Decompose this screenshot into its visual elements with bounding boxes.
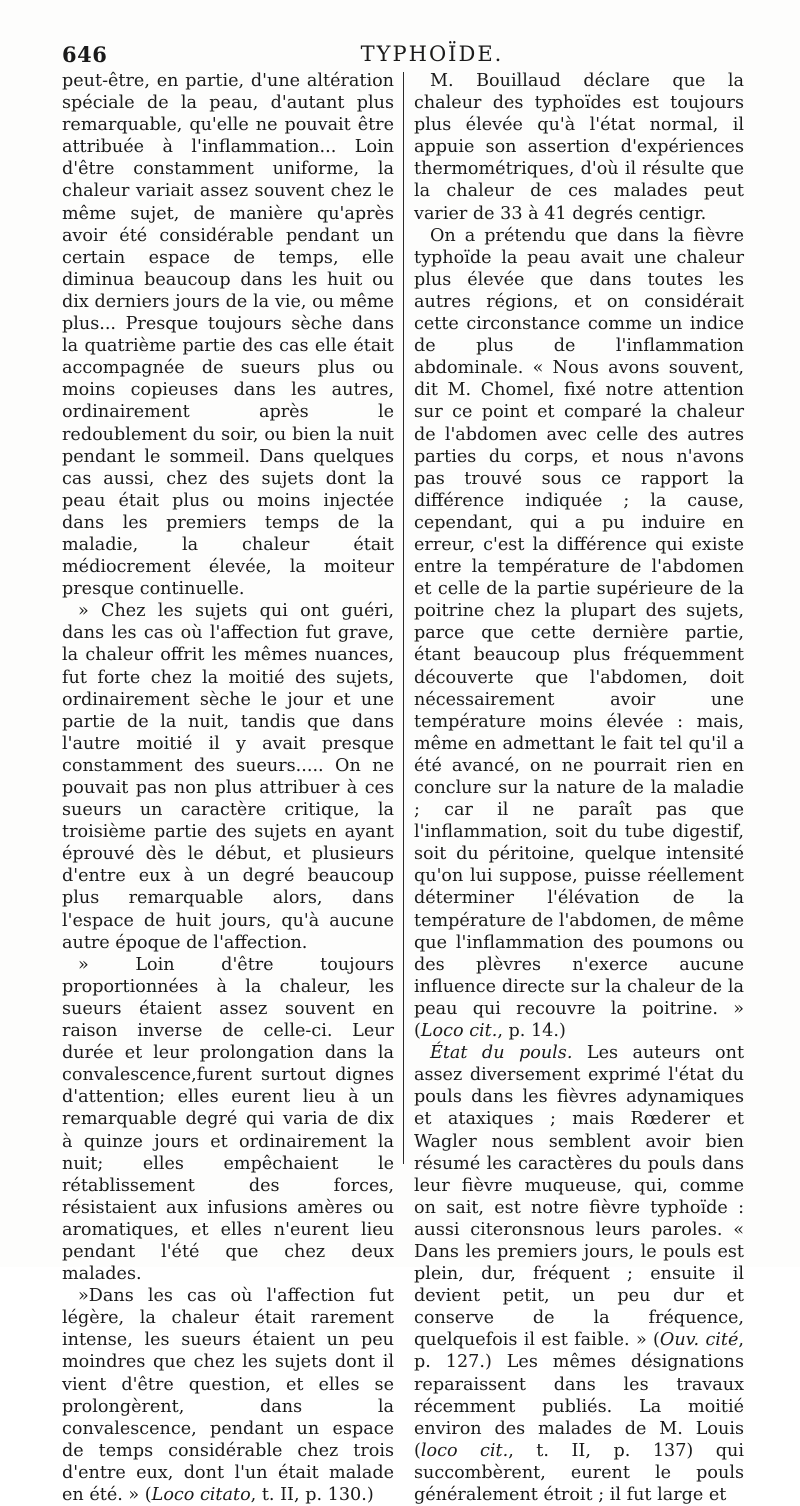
citation-loco-citato: Loco citato [151, 1485, 251, 1505]
section-heading-etat-du-pouls: État du pouls. [430, 1043, 573, 1064]
left-paragraph-2: » Chez les sujets qui ont guéri, dans les cas où l'affection fut grave, la chaleur offrit les mêmes nuances, fut forte chez la moitié des sujets, ordinairement sèche le jour et une partie de la nuit, tandis que dans l'autre moitié il y avait presque constamment des sueurs..... On ne pouvait pas non plus attribuer à ces sueurs un caractère critique, la troisième partie des sujets en ayant éprouvé dès le début, et plusieurs d'entre eux à un degré beaucoup plus remarquable alors, dans l'espace de huit jours, qu'à aucune autre époque de l'affection. [62, 601, 394, 953]
right-paragraph-3-mid: , p. 127.) Les mêmes désignations reparaissent dans les travaux récemment publiés. La moitié environ des malades de M. Louis ( [414, 1330, 744, 1461]
running-title: TYPHOÏDE. [360, 42, 504, 66]
right-paragraph-2-text: On a prétendu que dans la fièvre typhoïde la peau avait une chaleur plus élevée que dans toutes les autres régions, et on considérait cette circonstance comme un indice de plus de l'inflammation abdominale. « Nous avons souvent, dit M. Chomel, fixé notre attention sur ce point et comparé la chaleur de l'abdomen avec celle des autres parties du corps, et nous n'avons pas trouvé sous ce rapport la différence indiquée ; la cause, cependant, qui a pu induire en erreur, c'est la différence qui existe entre la température de l'abdomen et celle de la partie supérieure de la poitrine chez la plupart des sujets, parce que cette dernière partie, étant beaucoup plus fréquemment découverte que l'abdomen, doit nécessairement avoir une température moins élevée : mais, même en admettant le fait tel qu'il a été avancé, on ne pourrait rien en conclure sur la nature de la maladie ; car il ne paraît pas que l'inflammation, soit du tube digestif, soit du péritoine, quelque intensité qu'on lui suppose, puisse réellement déterminer l'élévation de la température de l'abdomen, de même que l'inflammation des poumons ou des plèvres n'exerce aucune influence directe sur la chaleur de la peau qui recouvre la poitrine. » ( [414, 225, 744, 1042]
column-rule [403, 72, 404, 1164]
page-number: 646 [62, 42, 108, 67]
citation-loco-cit-2: loco cit. [420, 1440, 509, 1461]
left-paragraph-4-end: , t. II, p. 130.) [250, 1485, 374, 1505]
right-paragraph-3 [414, 1042, 744, 1506]
right-paragraph-3-end: , t. II, p. 137) qui succombèrent, eurent le pouls généralement étroit ; il fut large et [414, 1440, 745, 1505]
left-paragraph-4-text: »Dans les cas où l'affection fut légère, la chaleur était rarement intense, les sueurs étaient un peu moindres que chez les sujets dont il vient d'être question, et elles se prolongèrent, dans la convalescence, pendant un espace de temps considérable chez trois d'entre eux, dont l'un était malade en été. » ( [62, 1286, 394, 1505]
citation-loco-cit: Loco cit. [420, 1021, 498, 1042]
page-header [62, 40, 750, 70]
citation-ouv-cite: Ouv. cité [659, 1330, 739, 1351]
right-paragraph-2-end: , p. 14.) [497, 1021, 566, 1042]
right-paragraph-3-text: Les auteurs ont assez diversement exprimé l'état du pouls dans les fièvres adynamiques et ataxiques ; mais Rœderer et Wagler nous semblent avoir bien résumé les caractères du pouls dans leur fièvre muqueuse, qui, comme on sait, est notre fièvre typhoïde : aussi citeronsnous leurs paroles. « Dans les premiers jours, le pouls est plein, dur, fréquent ; ensuite il devient petit, un peu dur et conserve de la fréquence, quelquefois il est faible. » ( [414, 1043, 745, 1351]
left-column [62, 70, 394, 1506]
right-column [414, 70, 744, 1506]
left-paragraph-1: peut-être, en partie, d'une altération spéciale de la peau, d'autant plus remarquable, qu'elle ne pouvait être attribuée à l'inflammation... Loin d'être constamment uniforme, la chaleur variait assez souvent chez le même sujet, de manière qu'après avoir été considérable pendant un certain espace de temps, elle diminua beaucoup dans les huit ou dix derniers jours de la vie, ou même plus... Presque toujours sèche dans la quatrième partie des cas elle était accompagnée de sueurs plus ou moins copieuses dans les autres, ordinairement après le redoublement du soir, ou bien la nuit pendant le sommeil. Dans quelques cas aussi, chez des sujets dont la peau était plus ou moins injectée dans les premiers temps de la maladie, la chaleur était médiocrement élevée, la moiteur presque continuelle. [62, 71, 394, 600]
right-paragraph-1: M. Bouillaud déclare que la chaleur des typhoïdes est toujours plus élevée qu'à l'état normal, il appuie son assertion d'expériences thermométriques, d'où il résulte que la chaleur de ces malades peut varier de 33 à 41 degrés centigr. [414, 71, 744, 224]
left-paragraph-4 [62, 1285, 394, 1506]
left-paragraph-3: » Loin d'être toujours proportionnées à la chaleur, les sueurs étaient assez souvent en raison inverse de celle-ci. Leur durée et leur prolongation dans la convalescence,furent surtout dignes d'attention; elles eurent lieu à un remarquable degré qui varia de dix à quinze jours et ordinairement la nuit; elles empêchaient le rétablissement des forces, résistaient aux infusions amères ou aromatiques, et elles n'eurent lieu pendant l'été que chez deux malades. [62, 954, 394, 1285]
right-paragraph-2 [414, 225, 744, 1042]
